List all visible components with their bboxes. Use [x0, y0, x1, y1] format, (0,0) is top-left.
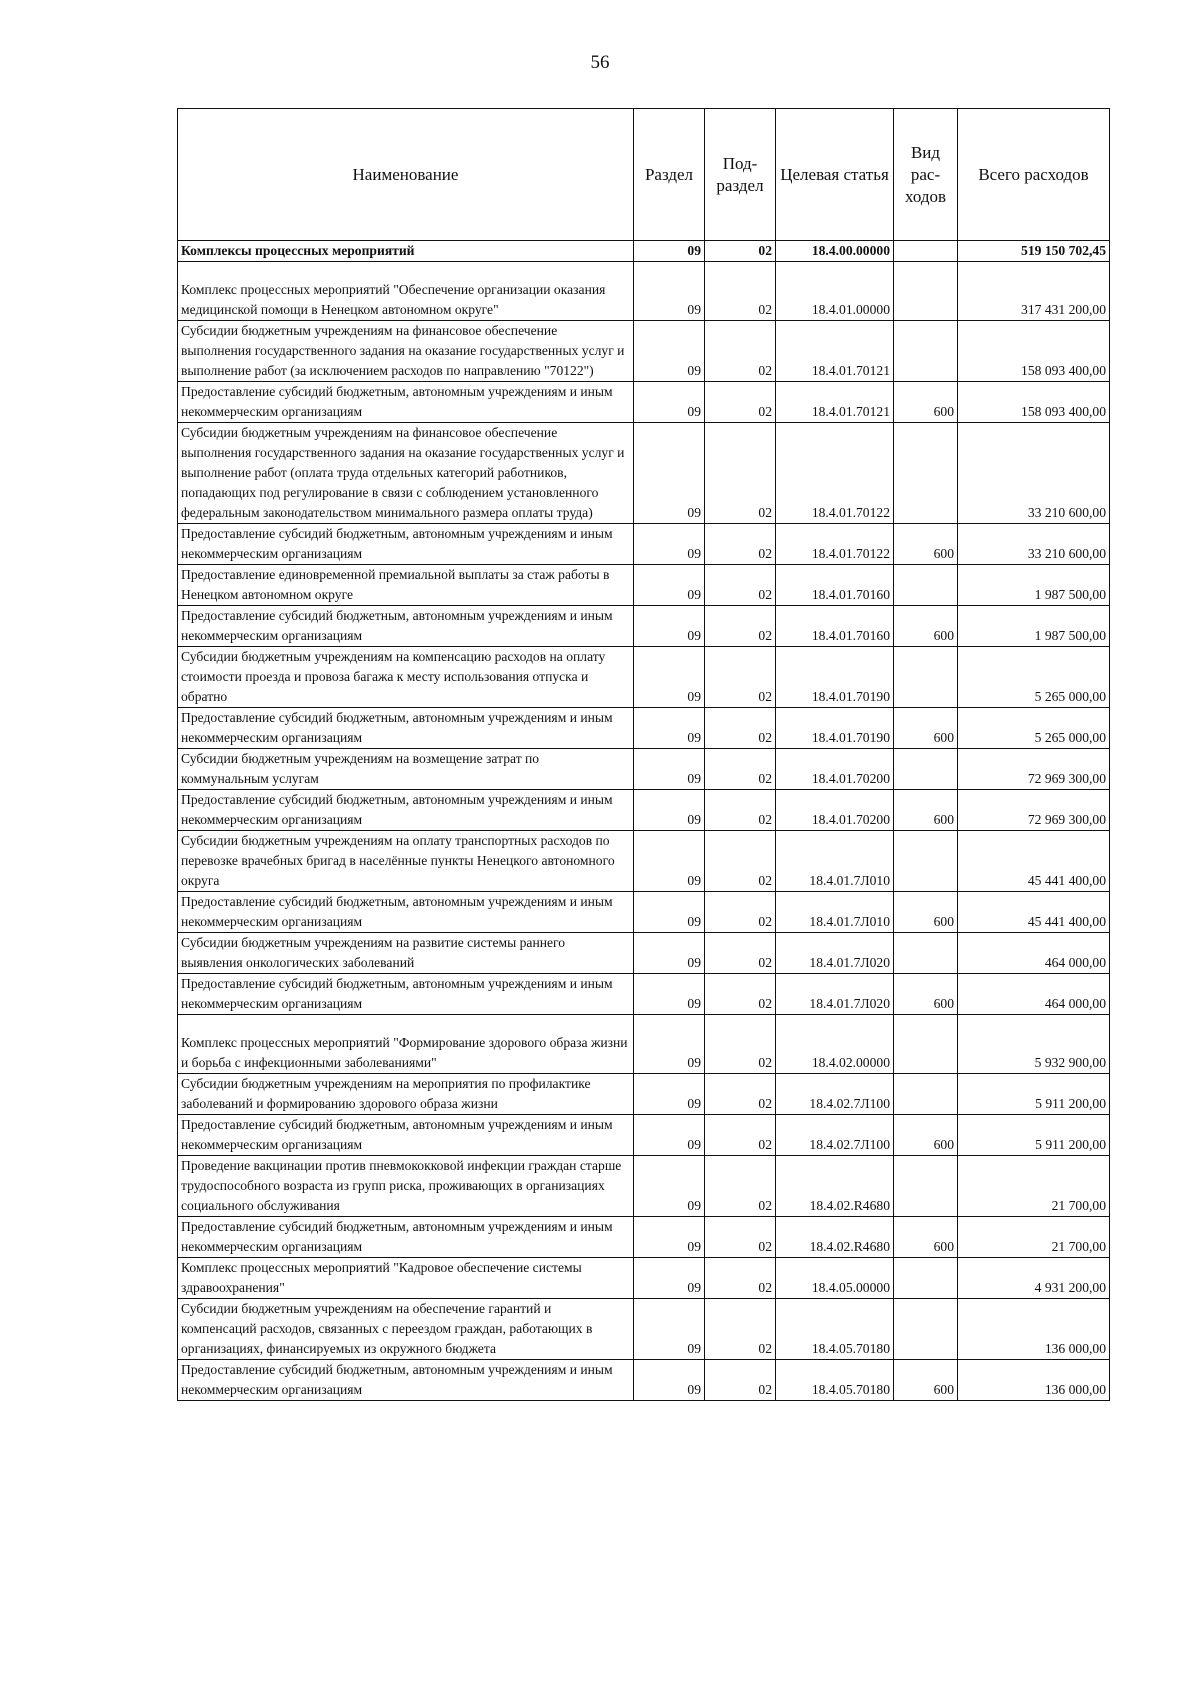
row-section: 09 [634, 606, 705, 647]
table-row [178, 382, 1110, 423]
table-row [178, 1299, 1110, 1360]
table-row [178, 790, 1110, 831]
table-row [178, 933, 1110, 974]
row-name: Проведение вакцинации против пневмококковой инфекции граждан старше трудоспособного возраста из групп риска, проживающих в организациях социального обслуживания [178, 1156, 634, 1217]
row-expense-type: 600 [894, 708, 958, 749]
row-total: 72 969 300,00 [958, 790, 1110, 831]
row-target: 18.4.01.00000 [776, 262, 894, 321]
row-target: 18.4.05.70180 [776, 1299, 894, 1360]
row-subsection: 02 [705, 565, 776, 606]
header-target: Целевая статья [776, 109, 894, 241]
row-subsection: 02 [705, 1015, 776, 1074]
row-name: Предоставление единовременной премиальной выплаты за стаж работы в Ненецком автономном округе [178, 565, 634, 606]
row-section: 09 [634, 1299, 705, 1360]
row-total: 33 210 600,00 [958, 524, 1110, 565]
table-row [178, 606, 1110, 647]
table-row [178, 749, 1110, 790]
table-row [178, 423, 1110, 524]
row-subsection: 02 [705, 321, 776, 382]
row-expense-type: 600 [894, 606, 958, 647]
row-expense-type: 600 [894, 1115, 958, 1156]
row-total: 1 987 500,00 [958, 606, 1110, 647]
row-section: 09 [634, 1360, 705, 1401]
row-total: 158 093 400,00 [958, 382, 1110, 423]
row-target: 18.4.02.R4680 [776, 1156, 894, 1217]
row-name: Предоставление субсидий бюджетным, автономным учреждениям и иным некоммерческим организациям [178, 1360, 634, 1401]
row-section: 09 [634, 708, 705, 749]
row-expense-type: 600 [894, 892, 958, 933]
row-total: 317 431 200,00 [958, 262, 1110, 321]
row-total: 5 265 000,00 [958, 708, 1110, 749]
row-target: 18.4.01.7Л010 [776, 831, 894, 892]
row-section: 09 [634, 647, 705, 708]
row-target: 18.4.02.7Л100 [776, 1074, 894, 1115]
row-section: 09 [634, 262, 705, 321]
row-expense-type [894, 1299, 958, 1360]
row-target: 18.4.01.70122 [776, 524, 894, 565]
row-section: 09 [634, 382, 705, 423]
row-target: 18.4.01.70121 [776, 321, 894, 382]
row-name: Предоставление субсидий бюджетным, автономным учреждениям и иным некоммерческим организациям [178, 1115, 634, 1156]
row-section: 09 [634, 974, 705, 1015]
row-section: 09 [634, 524, 705, 565]
row-total: 5 265 000,00 [958, 647, 1110, 708]
row-subsection: 02 [705, 1217, 776, 1258]
row-subsection: 02 [705, 831, 776, 892]
row-name: Субсидии бюджетным учреждениям на компенсацию расходов на оплату стоимости проезда и провоза багажа к месту использования отпуска и обратно [178, 647, 634, 708]
header-name: Наименование [178, 109, 634, 241]
row-total: 136 000,00 [958, 1360, 1110, 1401]
row-name: Субсидии бюджетным учреждениям на развитие системы раннего выявления онкологических заболеваний [178, 933, 634, 974]
row-section: 09 [634, 1115, 705, 1156]
row-section: 09 [634, 933, 705, 974]
row-name: Субсидии бюджетным учреждениям на финансовое обеспечение выполнения государственного задания на оказание государственных услуг и выполнение работ (за исключением расходов по направлению "70122") [178, 321, 634, 382]
row-expense-type [894, 749, 958, 790]
row-name: Комплекс процессных мероприятий "Формирование здорового образа жизни и борьба с инфекционными заболеваниями" [178, 1015, 634, 1074]
row-target: 18.4.01.70160 [776, 565, 894, 606]
table-header-row [178, 109, 1110, 241]
row-target: 18.4.05.00000 [776, 1258, 894, 1299]
header-section: Раздел [634, 109, 705, 241]
row-subsection: 02 [705, 790, 776, 831]
row-expense-type: 600 [894, 790, 958, 831]
row-target: 18.4.05.70180 [776, 1360, 894, 1401]
row-name: Субсидии бюджетным учреждениям на обеспечение гарантий и компенсаций расходов, связанных с переездом граждан, работающих в организациях, финансируемых из окружного бюджета [178, 1299, 634, 1360]
table-row [178, 1156, 1110, 1217]
row-expense-type: 600 [894, 1360, 958, 1401]
row-name: Субсидии бюджетным учреждениям на возмещение затрат по коммунальным услугам [178, 749, 634, 790]
row-section: 09 [634, 1217, 705, 1258]
row-section: 09 [634, 831, 705, 892]
row-expense-type [894, 241, 958, 262]
row-subsection: 02 [705, 1299, 776, 1360]
row-target: 18.4.00.00000 [776, 241, 894, 262]
table-row [178, 241, 1110, 262]
row-section: 09 [634, 1258, 705, 1299]
row-total: 4 931 200,00 [958, 1258, 1110, 1299]
table-row [178, 321, 1110, 382]
table-row [178, 1074, 1110, 1115]
row-name: Предоставление субсидий бюджетным, автономным учреждениям и иным некоммерческим организациям [178, 1217, 634, 1258]
row-section: 09 [634, 321, 705, 382]
table-row [178, 647, 1110, 708]
row-name: Комплекс процессных мероприятий "Обеспечение организации оказания медицинской помощи в Ненецком автономном округе" [178, 262, 634, 321]
row-total: 21 700,00 [958, 1217, 1110, 1258]
table-row [178, 892, 1110, 933]
row-total: 1 987 500,00 [958, 565, 1110, 606]
row-subsection: 02 [705, 606, 776, 647]
row-subsection: 02 [705, 1360, 776, 1401]
row-subsection: 02 [705, 262, 776, 321]
row-total: 464 000,00 [958, 974, 1110, 1015]
row-section: 09 [634, 790, 705, 831]
row-subsection: 02 [705, 1074, 776, 1115]
row-subsection: 02 [705, 892, 776, 933]
row-target: 18.4.01.70200 [776, 790, 894, 831]
row-subsection: 02 [705, 749, 776, 790]
row-target: 18.4.01.70160 [776, 606, 894, 647]
row-target: 18.4.01.70190 [776, 708, 894, 749]
row-name: Предоставление субсидий бюджетным, автономным учреждениям и иным некоммерческим организациям [178, 382, 634, 423]
row-expense-type [894, 933, 958, 974]
row-section: 09 [634, 565, 705, 606]
row-total: 464 000,00 [958, 933, 1110, 974]
table-row [178, 708, 1110, 749]
table-row [178, 524, 1110, 565]
row-expense-type [894, 1258, 958, 1299]
row-target: 18.4.01.70121 [776, 382, 894, 423]
row-section: 09 [634, 1074, 705, 1115]
header-total: Всего расходов [958, 109, 1110, 241]
row-name: Предоставление субсидий бюджетным, автономным учреждениям и иным некоммерческим организациям [178, 892, 634, 933]
row-section: 09 [634, 423, 705, 524]
row-section: 09 [634, 892, 705, 933]
table-row [178, 565, 1110, 606]
row-name: Предоставление субсидий бюджетным, автономным учреждениям и иным некоммерческим организациям [178, 708, 634, 749]
row-total: 5 911 200,00 [958, 1074, 1110, 1115]
table-row [178, 974, 1110, 1015]
table-row [178, 831, 1110, 892]
row-subsection: 02 [705, 1115, 776, 1156]
row-subsection: 02 [705, 933, 776, 974]
row-name: Субсидии бюджетным учреждениям на финансовое обеспечение выполнения государственного задания на оказание государственных услуг и выполнение работ (оплата труда отдельных категорий работников, попадающих под регулирование в связи с соблюдением установленного федеральным законодательством минимального размера оплаты труда) [178, 423, 634, 524]
row-section: 09 [634, 1015, 705, 1074]
row-name: Предоставление субсидий бюджетным, автономным учреждениям и иным некоммерческим организациям [178, 606, 634, 647]
row-subsection: 02 [705, 524, 776, 565]
row-section: 09 [634, 1156, 705, 1217]
row-subsection: 02 [705, 708, 776, 749]
row-name: Предоставление субсидий бюджетным, автономным учреждениям и иным некоммерческим организациям [178, 524, 634, 565]
row-name: Предоставление субсидий бюджетным, автономным учреждениям и иным некоммерческим организациям [178, 790, 634, 831]
row-expense-type: 600 [894, 524, 958, 565]
table-row [178, 1115, 1110, 1156]
row-expense-type [894, 565, 958, 606]
row-total: 519 150 702,45 [958, 241, 1110, 262]
row-expense-type: 600 [894, 1217, 958, 1258]
row-expense-type [894, 262, 958, 321]
row-total: 21 700,00 [958, 1156, 1110, 1217]
row-expense-type [894, 1074, 958, 1115]
row-subsection: 02 [705, 423, 776, 524]
row-expense-type: 600 [894, 974, 958, 1015]
row-subsection: 02 [705, 1156, 776, 1217]
row-subsection: 02 [705, 974, 776, 1015]
row-total: 45 441 400,00 [958, 831, 1110, 892]
row-target: 18.4.01.70200 [776, 749, 894, 790]
row-expense-type [894, 1156, 958, 1217]
table-row [178, 1258, 1110, 1299]
row-name: Комплекс процессных мероприятий "Кадровое обеспечение системы здравоохранения" [178, 1258, 634, 1299]
row-target: 18.4.02.R4680 [776, 1217, 894, 1258]
row-subsection: 02 [705, 1258, 776, 1299]
row-expense-type [894, 647, 958, 708]
table-row [178, 1217, 1110, 1258]
row-expense-type [894, 1015, 958, 1074]
row-total: 136 000,00 [958, 1299, 1110, 1360]
row-total: 158 093 400,00 [958, 321, 1110, 382]
row-expense-type: 600 [894, 382, 958, 423]
header-expense-type: Вид рас-ходов [894, 109, 958, 241]
budget-table [177, 108, 1110, 1401]
page-number: 56 [590, 52, 610, 73]
row-name: Субсидии бюджетным учреждениям на мероприятия по профилактике заболеваний и формированию здорового образа жизни [178, 1074, 634, 1115]
table-row [178, 1015, 1110, 1074]
row-total: 33 210 600,00 [958, 423, 1110, 524]
row-target: 18.4.01.7Л010 [776, 892, 894, 933]
row-subsection: 02 [705, 241, 776, 262]
row-section: 09 [634, 749, 705, 790]
row-subsection: 02 [705, 647, 776, 708]
row-target: 18.4.01.7Л020 [776, 933, 894, 974]
row-total: 45 441 400,00 [958, 892, 1110, 933]
row-total: 72 969 300,00 [958, 749, 1110, 790]
row-target: 18.4.01.70122 [776, 423, 894, 524]
table-row [178, 1360, 1110, 1401]
row-section: 09 [634, 241, 705, 262]
row-expense-type [894, 321, 958, 382]
row-subsection: 02 [705, 382, 776, 423]
row-name: Комплексы процессных мероприятий [178, 241, 634, 262]
header-subsection: Под-раздел [705, 109, 776, 241]
row-total: 5 932 900,00 [958, 1015, 1110, 1074]
row-target: 18.4.01.7Л020 [776, 974, 894, 1015]
row-name: Субсидии бюджетным учреждениям на оплату транспортных расходов по перевозке врачебных бригад в населённые пункты Ненецкого автономного округа [178, 831, 634, 892]
row-total: 5 911 200,00 [958, 1115, 1110, 1156]
row-target: 18.4.01.70190 [776, 647, 894, 708]
row-name: Предоставление субсидий бюджетным, автономным учреждениям и иным некоммерческим организациям [178, 974, 634, 1015]
row-target: 18.4.02.7Л100 [776, 1115, 894, 1156]
table-row [178, 262, 1110, 321]
row-expense-type [894, 423, 958, 524]
row-expense-type [894, 831, 958, 892]
row-target: 18.4.02.00000 [776, 1015, 894, 1074]
